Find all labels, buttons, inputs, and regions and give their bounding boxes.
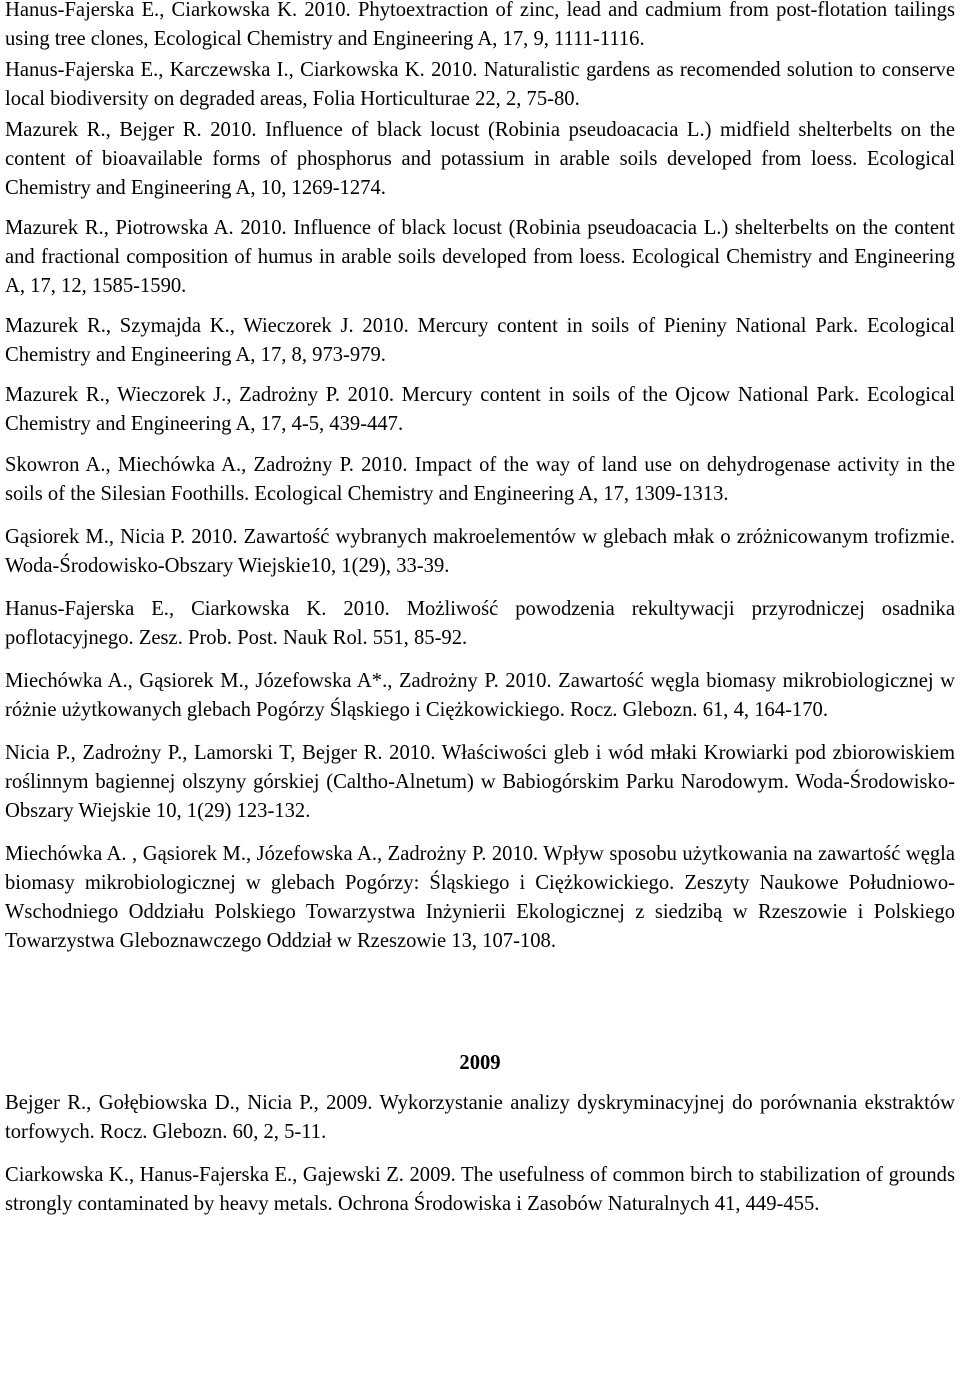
reference-entry: Hanus-Fajerska E., Karczewska I., Ciarkowska K. 2010. Naturalistic gardens as recomended solution to conserve local biodiversity on degraded areas, Folia Horticulturae 22, 2, 75-80. (5, 59, 955, 110)
reference-entry: Miechówka A., Gąsiorek M., Józefowska A*., Zadrożny P. 2010. Zawartość węgla biomasy mikrobiologicznej w różnie użytkowanych glebach Pogórzy Śląskiego i Ciężkowickiego. Rocz. Glebozn. 61, 4, 164-170. (5, 670, 955, 721)
reference-entry: Hanus-Fajerska E., Ciarkowska K. 2010. Możliwość powodzenia rekultywacji przyrodniczej osadnika poflotacyjnego. Zesz. Prob. Post. Nauk Rol. 551, 85-92. (5, 598, 955, 649)
reference-entry: Nicia P., Zadrożny P., Lamorski T, Bejger R. 2010. Właściwości gleb i wód młaki Krowiarki pod zbiorowiskiem roślinnym bagiennej olszyny górskiej (Caltho-Alnetum) w Babiogórskim Parku Narodowym. Woda-Środowisko-Obszary Wiejskie 10, 1(29) 123-132. (5, 742, 955, 822)
reference-entry: Miechówka A. , Gąsiorek M., Józefowska A., Zadrożny P. 2010. Wpływ sposobu użytkowania na zawartość węgla biomasy mikrobiologicznej w glebach Pogórzy: Śląskiego i Ciężkowickiego. Zeszyty Naukowe Południowo-Wschodniego Oddziału Polskiego Towarzystwa Inżynierii Ekologicznej z siedzibą w Rzeszowie i Polskiego Towarzystwa Gleboznawczego Oddział w Rzeszowie 13, 107-108. (5, 843, 955, 952)
reference-entry: Mazurek R., Wieczorek J., Zadrożny P. 2010. Mercury content in soils of the Ojcow National Park. Ecological Chemistry and Engineering A, 17, 4-5, 439-447. (5, 384, 955, 435)
reference-entry: Skowron A., Miechówka A., Zadrożny P. 2010. Impact of the way of land use on dehydrogenase activity in the soils of the Silesian Foothills. Ecological Chemistry and Engineering A, 17, 1309-1313. (5, 454, 955, 505)
year-heading: 2009 (459, 1052, 501, 1074)
reference-entry: Hanus-Fajerska E., Ciarkowska K. 2010. Phytoextraction of zinc, lead and cadmium from post-flotation tailings using tree clones, Ecological Chemistry and Engineering A, 17, 9, 1111-1116. (5, 0, 955, 50)
reference-entry: Mazurek R., Szymajda K., Wieczorek J. 2010. Mercury content in soils of Pieniny National Park. Ecological Chemistry and Engineering A, 17, 8, 973-979. (5, 315, 955, 366)
reference-entry: Gąsiorek M., Nicia P. 2010. Zawartość wybranych makroelementów w glebach młak o zróżnicowanym trofizmie. Woda-Środowisko-Obszary Wiejskie10, 1(29), 33-39. (5, 526, 955, 577)
document-page (5, 0, 955, 1219)
reference-entry: Mazurek R., Piotrowska A. 2010. Influence of black locust (Robinia pseudoacacia L.) shelterbelts on the content and fractional composition of humus in arable soils developed from loess. Ecological Chemistry and Engineering A, 17, 12, 1585-1590. (5, 217, 955, 297)
reference-entry: Bejger R., Gołębiowska D., Nicia P., 2009. Wykorzystanie analizy dyskryminacyjnej do porównania ekstraktów torfowych. Rocz. Glebozn. 60, 2, 5-11. (5, 1092, 955, 1143)
reference-entry: Ciarkowska K., Hanus-Fajerska E., Gajewski Z. 2009. The usefulness of common birch to stabilization of grounds strongly contaminated by heavy metals. Ochrona Środowiska i Zasobów Naturalnych 41, 449-455. (5, 1164, 955, 1215)
reference-entry: Mazurek R., Bejger R. 2010. Influence of black locust (Robinia pseudoacacia L.) midfield shelterbelts on the content of bioavailable forms of phosphorus and potassium in arable soils developed from loess. Ecological Chemistry and Engineering A, 10, 1269-1274. (5, 119, 955, 199)
